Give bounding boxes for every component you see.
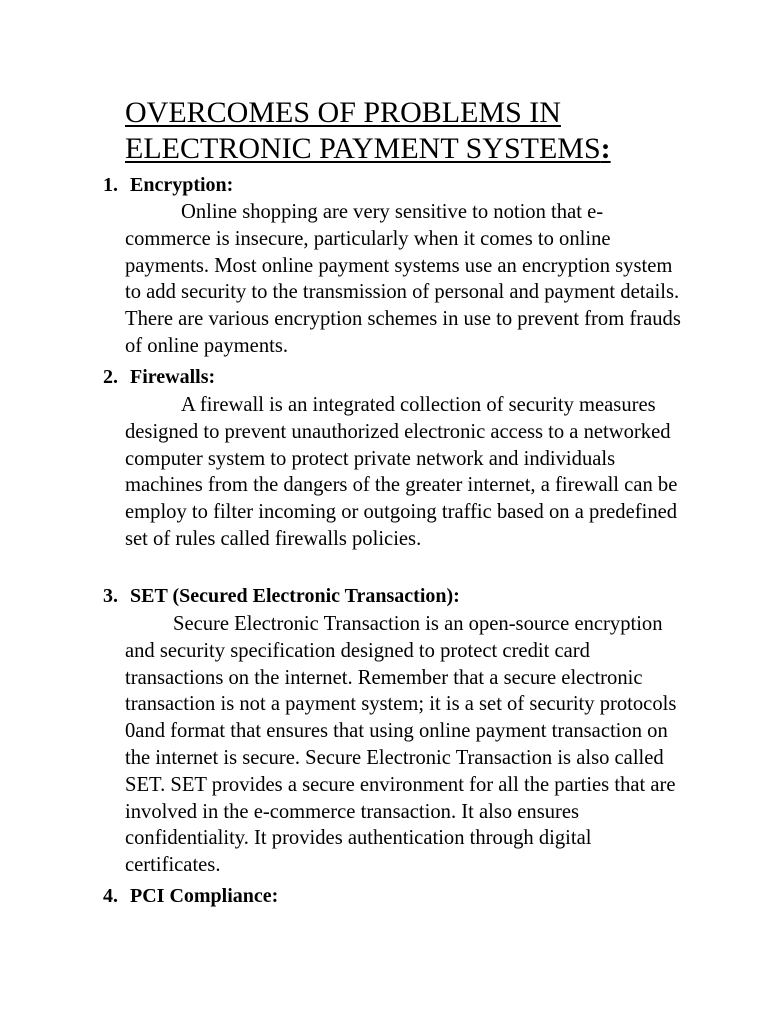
- section-heading-encryption: [103, 172, 233, 199]
- section-body-set: Secure Electronic Transaction is an open-source encryption and security specification designed to protect credit card transactions on the internet. Remember that a secure electronic transaction is not a payment system; it is a set of security protocols 0and format that ensures that using online payment transaction on the internet is secure. Secure Electronic Transaction is also called SET. SET provides a secure environment for all the parties that are involved in the e-commerce transaction. It also ensures confidentiality. It provides authentication through digital certificates.: [125, 613, 677, 877]
- document-title: [125, 95, 725, 167]
- section-heading-text: Encryption:: [130, 174, 234, 196]
- section-body-firewalls: A firewall is an integrated collection of security measures designed to prevent unauthorized electronic access to a networked computer system to protect private network and individuals machines from the dangers of the greater internet, a firewall can be employ to filter incoming or outgoing traffic based on a predefined set of rules called firewalls policies.: [125, 394, 678, 550]
- document-title-colon: :: [600, 132, 611, 165]
- document-title-text: OVERCOMES OF PROBLEMS IN ELECTRONIC PAYMENT SYSTEMS: [125, 96, 601, 165]
- section-number: 1.: [103, 174, 118, 196]
- section-heading-text: PCI Compliance:: [130, 885, 279, 907]
- section-heading-set: [103, 583, 460, 610]
- section-number: 3.: [103, 585, 118, 607]
- section-body-encryption: Online shopping are very sensitive to notion that e-commerce is insecure, particularly when it comes to online payments. Most online payment systems use an encryption system to add security to the transmission of personal and payment details. There are various encryption schemes in use to prevent from frauds of online payments.: [125, 201, 681, 357]
- section-number: 4.: [103, 885, 118, 907]
- section-heading-pci-compliance: [103, 883, 278, 910]
- section-heading-text: SET (Secured Electronic Transaction):: [130, 585, 460, 607]
- section-heading-text: Firewalls:: [130, 366, 216, 388]
- section-heading-firewalls: [103, 364, 215, 391]
- section-number: 2.: [103, 366, 118, 388]
